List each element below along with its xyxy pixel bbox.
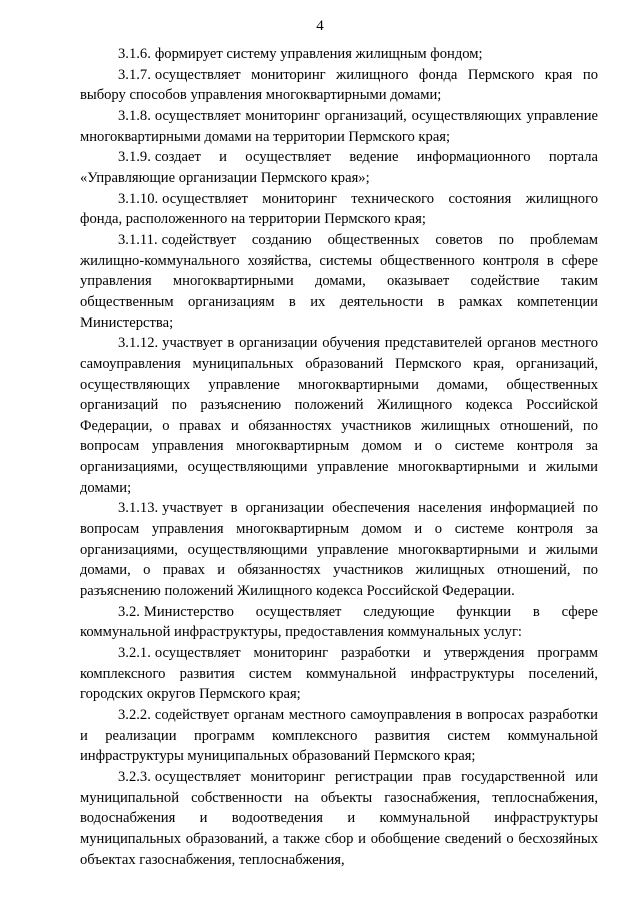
paragraph-text: осуществляет мониторинг жилищного фонда Пермского края по выбору способов управления многоквартирными домами; <box>80 66 598 104</box>
paragraph-number: 3.1.7. <box>118 66 151 83</box>
page-number: 4 <box>316 18 324 34</box>
paragraph-number: 3.2. <box>118 603 140 620</box>
paragraph-3-1-7 <box>80 65 598 106</box>
paragraph-text: участвует в организации обеспечения населения информацией по вопросам управления многоквартирным домом и о системе контроля за организациями, осуществляющими управление многоквартирными и жилыми домами, о правах и обязанностях участников жилищных отношений, по разъяснению положений Жилищного кодекса Российской Федерации. <box>80 500 598 600</box>
paragraph-number: 3.1.13. <box>118 500 159 517</box>
paragraph-3-2-2 <box>80 705 598 767</box>
paragraph-text: осуществляет мониторинг разработки и утверждения программ комплексного развития систем коммунальной инфраструктуры поселений, городских округов Пермского края; <box>80 645 598 703</box>
paragraph-number: 3.1.12. <box>118 335 159 352</box>
paragraph-text: формирует систему управления жилищным фондом; <box>154 46 483 62</box>
paragraph-number: 3.1.10. <box>118 190 159 207</box>
paragraph-text: осуществляет мониторинг организаций, осуществляющих управление многоквартирными домами на территории Пермского края; <box>80 107 598 145</box>
paragraph-text: содействует созданию общественных советов по проблемам жилищно-коммунального хозяйства, системы общественного контроля в сфере управления многоквартирными домами, оказывает содействие таким общественным организациям в их деятельности в рамках компетенции Министерства; <box>80 231 598 331</box>
paragraph-3-1-10 <box>80 189 598 230</box>
paragraph-number: 3.2.2. <box>118 707 151 723</box>
paragraph-number: 3.2.1. <box>118 645 151 662</box>
paragraph-text: участвует в организации обучения представителей органов местного самоуправления муниципальных образований Пермского края, организаций, осуществляющих управление многоквартирными домами, общественных организаций по разъяснению положений Жилищного кодекса Российской Федерации, о правах и обязанностях участников жилищных отношений, по вопросам управления многоквартирным домом и о системе контроля за организациями, осуществляющими управление многоквартирными и жилыми домами; <box>80 335 598 496</box>
paragraph-text: создает и осуществляет ведение информационного портала «Управляющие организации Пермского края»; <box>80 149 598 186</box>
document-body <box>80 44 598 870</box>
paragraph-text: осуществляет мониторинг технического состояния жилищного фонда, расположенного на территории Пермского края; <box>80 190 598 228</box>
paragraph-3-1-8 <box>80 106 598 147</box>
paragraph-3-1-11 <box>80 230 598 333</box>
paragraph-number: 3.1.9. <box>118 149 151 166</box>
paragraph-3-2-3 <box>80 767 598 870</box>
paragraph-3-1-12 <box>80 333 598 498</box>
paragraph-3-2 <box>80 602 598 643</box>
paragraph-text: содействует органам местного самоуправления в вопросах разработки и реализации программ комплексного развития систем коммунальной инфраструктуры муниципальных образований Пермского края; <box>80 707 598 765</box>
paragraph-3-1-6 <box>80 44 598 65</box>
paragraph-text: Министерство осуществляет следующие функции в сфере коммунальной инфраструктуры, предоставления коммунальных услуг: <box>80 603 598 641</box>
paragraph-number: 3.1.8. <box>118 107 151 124</box>
paragraph-text: осуществляет мониторинг регистрации прав государственной или муниципальной собственности на объекты газоснабжения, теплоснабжения, водоснабжения и водоотведения и коммунальной инфраструктуры муниципальных образований, а также сбор и обобщение сведений о бесхозяйных объектах газоснабжения, теплоснабжения, <box>80 768 598 868</box>
paragraph-number: 3.2.3. <box>118 768 151 785</box>
paragraph-3-2-1 <box>80 643 598 705</box>
paragraph-number: 3.1.11. <box>118 231 158 248</box>
paragraph-3-1-9 <box>80 147 598 188</box>
paragraph-3-1-13 <box>80 498 598 601</box>
paragraph-number: 3.1.6. <box>118 46 151 62</box>
